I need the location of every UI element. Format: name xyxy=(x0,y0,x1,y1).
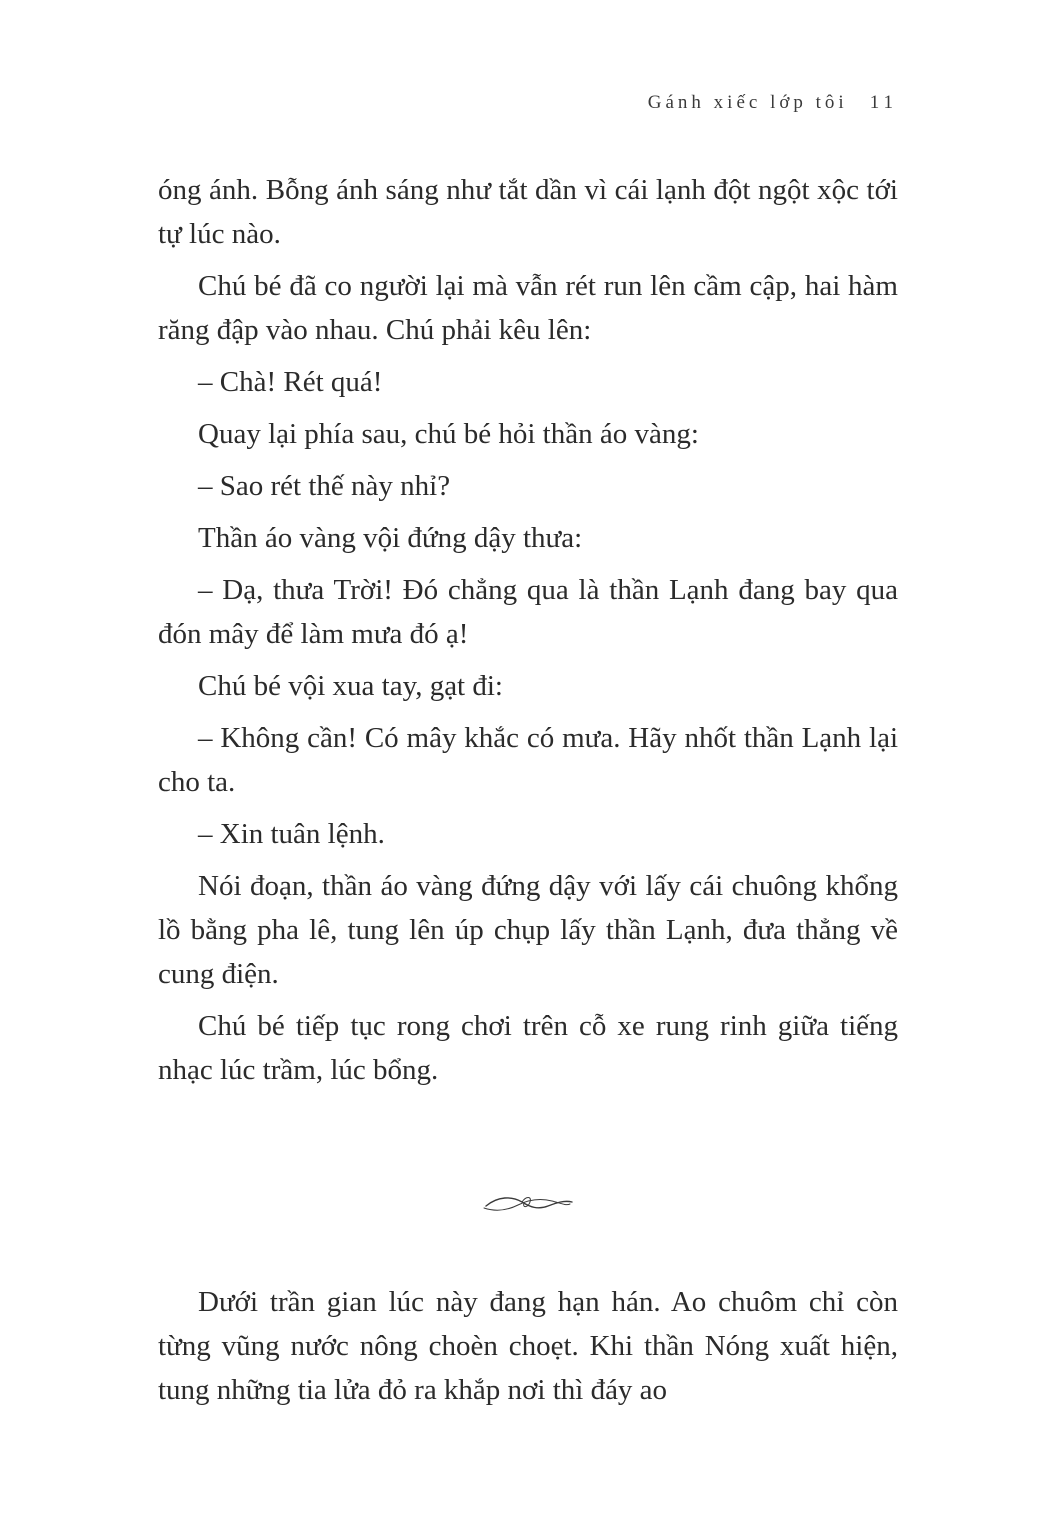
paragraph: Thần áo vàng vội đứng dậy thưa: xyxy=(198,522,583,554)
paragraph: Chú bé vội xua tay, gạt đi: xyxy=(198,670,503,702)
paragraph: Dưới trần gian lúc này đang hạn hán. Ao chuôm chỉ còn từng vũng nước nông choèn choẹt. Khi thần Nóng xuất hiện, tung những tia lửa đỏ ra khắp nơi thì đáy ao xyxy=(158,1286,898,1406)
paragraph: Nói đoạn, thần áo vàng đứng dậy với lấy cái chuông khổng lồ bằng pha lê, tung lên úp chụp lấy thần Lạnh, đưa thẳng về cung điện. xyxy=(158,870,898,990)
running-header xyxy=(648,92,898,114)
dialogue-line: – Dạ, thưa Trời! Đó chẳng qua là thần Lạnh đang bay qua đón mây để làm mưa đó ạ! xyxy=(158,574,898,650)
paragraph: óng ánh. Bỗng ánh sáng như tắt dần vì cái lạnh đột ngột xộc tới tự lúc nào. xyxy=(158,174,898,250)
dialogue-line: – Xin tuân lệnh. xyxy=(198,818,385,850)
dialogue-line: – Không cần! Có mây khắc có mưa. Hãy nhốt thần Lạnh lại cho ta. xyxy=(158,722,898,798)
page-body-after-break xyxy=(158,1280,898,1420)
dialogue-line: – Sao rét thế này nhỉ? xyxy=(198,470,451,502)
paragraph: Chú bé đã co người lại mà vẫn rét run lên cầm cập, hai hàm răng đập vào nhau. Chú phải kêu lên: xyxy=(158,270,898,346)
running-title: Gánh xiếc lớp tôi xyxy=(647,92,848,113)
page-number: 11 xyxy=(869,92,898,113)
flourish-divider-icon xyxy=(478,1188,578,1218)
paragraph: Chú bé tiếp tục rong chơi trên cỗ xe rung rinh giữa tiếng nhạc lúc trầm, lúc bổng. xyxy=(158,1010,898,1086)
page-body xyxy=(158,168,898,1100)
paragraph: Quay lại phía sau, chú bé hỏi thần áo vàng: xyxy=(198,418,699,450)
dialogue-line: – Chà! Rét quá! xyxy=(198,366,383,398)
